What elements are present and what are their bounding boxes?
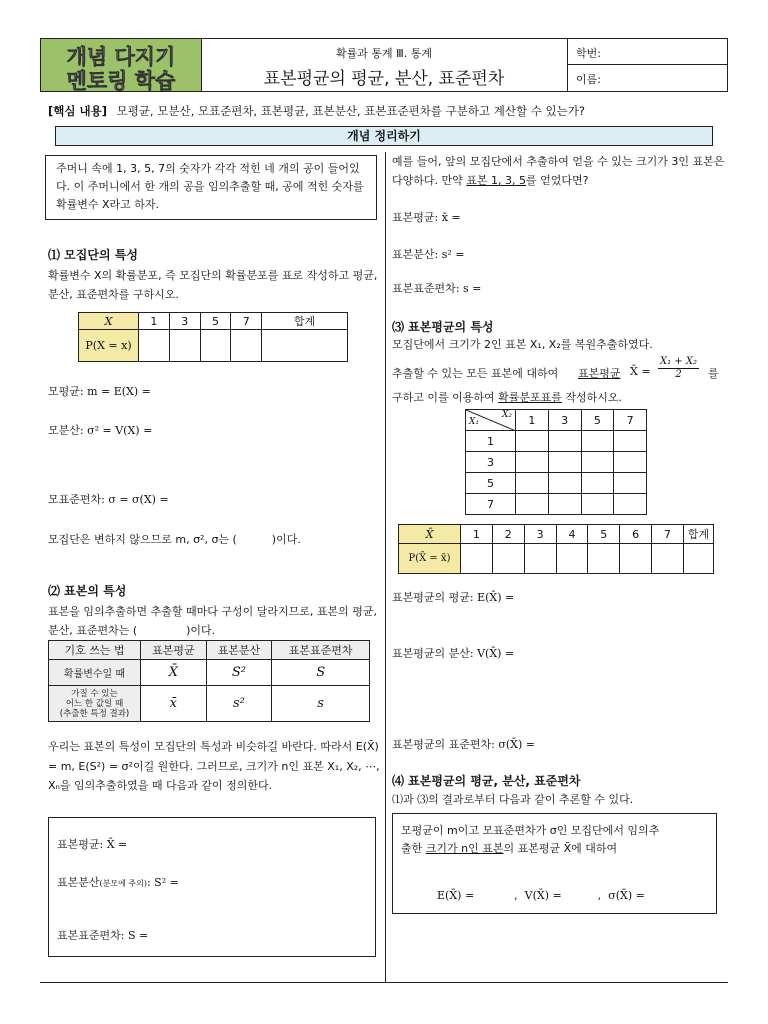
core-label: [핵심 내용]: [48, 104, 107, 118]
grid-row-header: 3: [466, 452, 516, 473]
dist-cell[interactable]: [684, 544, 714, 574]
dist-header: 5: [588, 525, 620, 544]
s2-heading: ⑵ 표본의 특성: [48, 584, 127, 598]
grid-corner: X₁ X₂: [466, 410, 516, 431]
intro-box: [45, 155, 377, 220]
dist-cell[interactable]: [492, 544, 524, 574]
s1-heading: ⑴ 모집단의 특성: [48, 248, 138, 262]
dist-cell[interactable]: [556, 544, 588, 574]
s3-line3: 구하고 이를 이용하여 확률분포표를 작성하시오.: [392, 391, 623, 404]
dist-header: 6: [620, 525, 652, 544]
grid-cell[interactable]: [581, 431, 614, 452]
notation-header: 표본표준편차: [272, 641, 370, 660]
sample-mean-sd: 표본평균의 표준편차: σ(X̄) =: [392, 738, 535, 751]
def-sample-var: 표본분산(분모에 주의): S² =: [57, 876, 179, 889]
pop-mean: 모평균: m = E(X) =: [48, 385, 151, 398]
dist-header: 3: [524, 525, 556, 544]
pop-table-cell[interactable]: [231, 330, 262, 362]
s2-desc: 표본을 임의추출하면 추출할 때마다 구성이 달라지므로, 표본의 평균, 분산, 표준편차는 ( )이다.: [48, 605, 381, 637]
pop-constant: 모집단은 변하지 않으므로 m, σ², σ는 ( )이다.: [48, 533, 301, 546]
dist-cell[interactable]: [588, 544, 620, 574]
grid-cell[interactable]: [548, 452, 581, 473]
grid-cell[interactable]: [581, 452, 614, 473]
sample-mean-variance: 표본평균의 분산: V(X̄) =: [392, 647, 515, 660]
header-logo-line2: 멘토링 학습: [66, 69, 176, 93]
dist-cell[interactable]: [524, 544, 556, 574]
student-id-field[interactable]: [568, 38, 728, 65]
name-label: 이름:: [576, 73, 601, 86]
dist-header: X̄: [399, 525, 461, 544]
s3-line2: 추출할 수 있는 모든 표본에 대하여 표본평균 X̄ = $\frac{\text{X₁ + X₂}}{2}$ 를: [392, 356, 719, 380]
notation-row-label: 가질 수 있는 어느 한 값일 때 (추출한 특정 결과): [49, 686, 141, 722]
notation-header: 표본평균: [141, 641, 207, 660]
notation-cell: s²: [206, 686, 272, 722]
grid-col-header: 3: [548, 410, 581, 431]
notation-header: 기호 쓰는 법: [49, 641, 141, 660]
inference-box: [392, 813, 717, 914]
grid-cell[interactable]: [614, 431, 647, 452]
header-logo-line1: 개념 다지기: [66, 45, 176, 69]
page-title: 표본평균의 평균, 분산, 표준편차: [263, 69, 505, 89]
grid-col-header: 5: [581, 410, 614, 431]
dist-cell[interactable]: [620, 544, 652, 574]
sample-mean-dist-table: [398, 524, 714, 574]
sample-mean-expectation: 표본평균의 평균: E(X̄) =: [392, 591, 515, 604]
header-subject: 확률과 통계 Ⅲ. 통계: [336, 47, 432, 60]
s2-para: 우리는 표본의 특성이 모집단의 특성과 비슷하길 바란다. 따라서 E(X̄) = m, E(S²) = σ²이길 원한다. 그러므로, 크기가 n인 표본 X₁, X₂, ⋯, Xₙ을 임의추출하였을 때 다음과 같이 정의한다.: [48, 740, 380, 792]
dist-cell[interactable]: [652, 544, 684, 574]
example-sample-sd: 표본표준편차: s =: [392, 282, 482, 295]
dist-header: 2: [492, 525, 524, 544]
grid-cell[interactable]: [581, 473, 614, 494]
inference-line1: 모평균이 m이고 모표준편차가 σ인 모집단에서 임의추: [401, 824, 660, 837]
example-text: 예를 들어, 앞의 모집단에서 추출하여 얻을 수 있는 크기가 3인 표본은 다양하다. 만약 표본 1, 3, 5를 얻었다면?: [392, 155, 725, 187]
pop-table-header: 7: [231, 313, 262, 330]
grid-cell[interactable]: [548, 494, 581, 515]
pop-table-cell[interactable]: [262, 330, 348, 362]
grid-cell[interactable]: [516, 431, 549, 452]
pop-table-header: 5: [200, 313, 231, 330]
pop-table-header: 1: [139, 313, 170, 330]
grid-cell[interactable]: [548, 431, 581, 452]
s3-line1: 모집단에서 크기가 2인 표본 X₁, X₂를 복원추출하였다.: [392, 338, 653, 351]
core-text: 모평균, 모분산, 모표준편차, 표본평균, 표본분산, 표본표준편차를 구분하고 계산할 수 있는가?: [116, 104, 585, 118]
section-banner: [55, 126, 713, 146]
dist-row-label: P(X̄ = x̄): [399, 544, 461, 574]
pop-table-header: 합계: [262, 313, 348, 330]
student-id-label: 학번:: [576, 47, 601, 60]
grid-cell[interactable]: [614, 473, 647, 494]
def-sample-mean: 표본평균: X̄ =: [57, 838, 128, 851]
notation-cell: s: [272, 686, 370, 722]
pop-sd: 모표준편차: σ = σ(X) =: [48, 493, 169, 506]
header-title-box: [202, 38, 568, 92]
def-sample-sd: 표본표준편차: S =: [57, 929, 149, 942]
grid-cell[interactable]: [516, 452, 549, 473]
grid-cell[interactable]: [614, 494, 647, 515]
inference-line2: 출한 크기가 n인 표본의 표본평균 X̄에 대하여: [401, 842, 618, 855]
name-field[interactable]: [568, 65, 728, 92]
header-logo-box: [40, 38, 202, 92]
sample-mean-grid: [465, 409, 647, 515]
pop-table-cell[interactable]: [139, 330, 170, 362]
grid-row-header: 7: [466, 494, 516, 515]
dist-header: 7: [652, 525, 684, 544]
notation-cell: x̄: [141, 686, 207, 722]
population-dist-table: [78, 312, 348, 362]
s1-desc: 확률변수 X의 확률분포, 즉 모집단의 확률분포를 표로 작성하고 평균, 분산, 표준편차를 구하시오.: [48, 269, 378, 301]
example-sample-var: 표본분산: s² =: [392, 248, 465, 261]
pop-table-cell[interactable]: [200, 330, 231, 362]
inference-formula: E(X̄) = , V(X̄) = , σ(X̄) =: [437, 889, 645, 902]
notation-cell: S²: [206, 660, 272, 686]
section-banner-text: 개념 정리하기: [347, 129, 421, 143]
pop-table-header: X: [79, 313, 139, 330]
grid-cell[interactable]: [548, 473, 581, 494]
pop-table-header: 3: [169, 313, 200, 330]
bottom-rule: [40, 982, 728, 983]
grid-cell[interactable]: [516, 494, 549, 515]
grid-cell[interactable]: [516, 473, 549, 494]
notation-cell: X̄: [141, 660, 207, 686]
sample-definition-box: [48, 817, 376, 957]
intro-text: 주머니 속에 1, 3, 5, 7의 숫자가 각각 적힌 네 개의 공이 들어있다. 이 주머니에서 한 개의 공을 임의추출할 때, 공에 적힌 숫자를 확률변수 X라고 하자.: [56, 162, 364, 211]
grid-cell[interactable]: [581, 494, 614, 515]
pop-variance: 모분산: σ² = V(X) =: [48, 424, 153, 437]
notation-header: 표본분산: [206, 641, 272, 660]
notation-row-label: 확률변수일 때: [49, 660, 141, 686]
column-divider: [385, 152, 386, 982]
s4-heading: ⑷ 표본평균의 평균, 분산, 표준편차: [392, 774, 581, 788]
example-sample-mean: 표본평균: x̄ =: [392, 211, 461, 224]
notation-table: [48, 640, 370, 722]
pop-table-row-label: P(X = x): [79, 330, 139, 362]
dist-cell[interactable]: [461, 544, 493, 574]
grid-row-header: 5: [466, 473, 516, 494]
core-content: [48, 103, 728, 119]
pop-table-cell[interactable]: [169, 330, 200, 362]
dist-header: 4: [556, 525, 588, 544]
notation-cell: S: [272, 660, 370, 686]
dist-header: 1: [461, 525, 493, 544]
s4-desc: ⑴과 ⑶의 결과로부터 다음과 같이 추론할 수 있다.: [392, 793, 634, 806]
grid-cell[interactable]: [614, 452, 647, 473]
dist-header: 합계: [684, 525, 714, 544]
grid-row-header: 1: [466, 431, 516, 452]
grid-col-header: 1: [516, 410, 549, 431]
grid-col-header: 7: [614, 410, 647, 431]
s3-heading: ⑶ 표본평균의 특성: [392, 320, 494, 334]
